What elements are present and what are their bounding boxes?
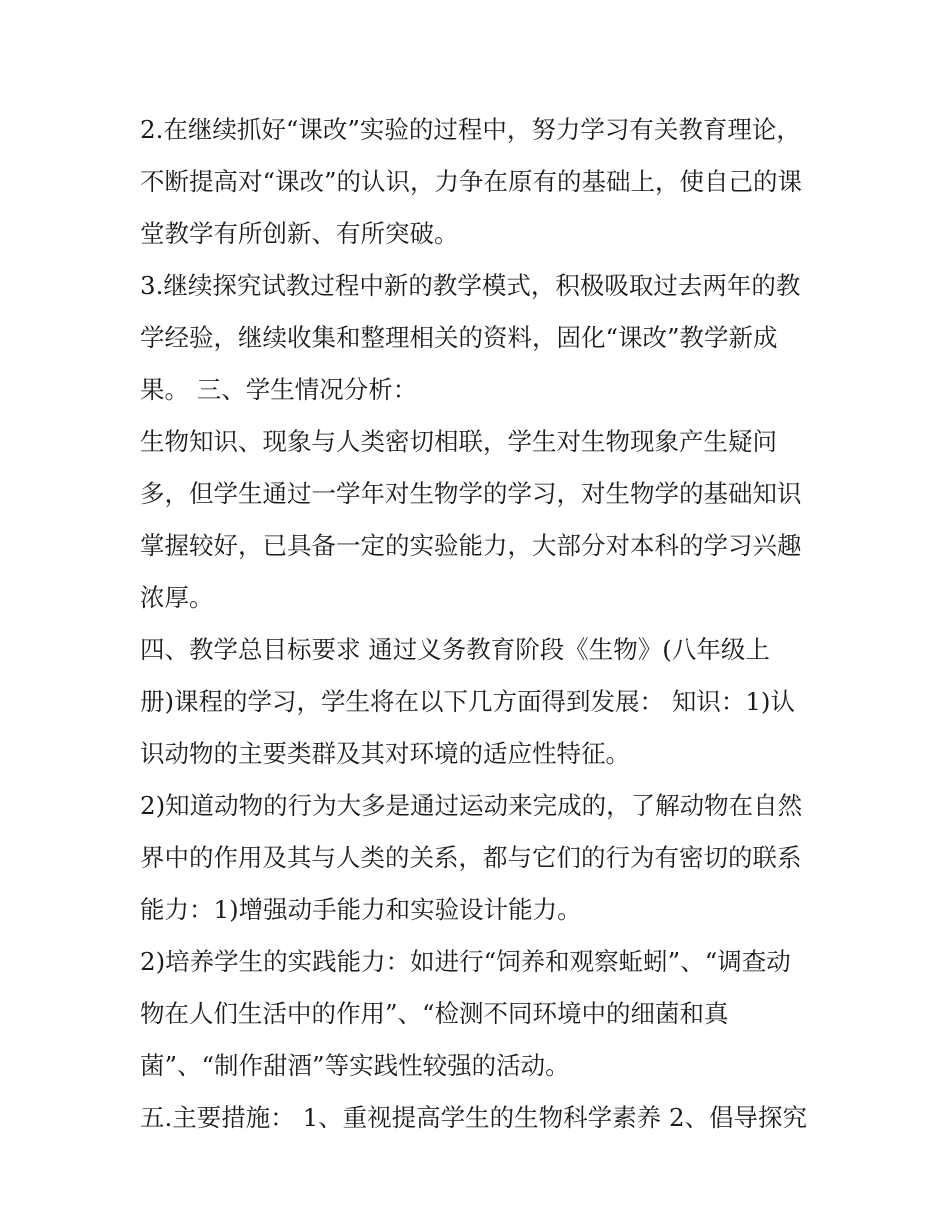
text-line: 生物知识、现象与人类密切相联，学生对生物现象产生疑问 — [140, 427, 777, 456]
text-line: 物在人们生活中的作用”、“检测不同环境中的细菌和真 — [140, 999, 729, 1028]
text-line: 学经验，继续收集和整理相关的资料，固化“课改”教学新成 — [140, 323, 778, 352]
text-line: 识动物的主要类群及其对环境的适应性特征。 — [140, 739, 630, 768]
text-line: 四、教学总目标要求 通过义务教育阶段《生物》(八年级上 — [140, 635, 770, 664]
text-line: 界中的作用及其与人类的关系，都与它们的行为有密切的联系 — [140, 843, 802, 872]
text-line: 2.在继续抓好“课改”实验的过程中，努力学习有关教育理论， — [140, 115, 801, 144]
text-line: 掌握较好，已具备一定的实验能力，大部分对本科的学习兴趣 — [140, 531, 802, 560]
text-line: 多，但学生通过一学年对生物学的学习，对生物学的基础知识 — [140, 479, 802, 508]
text-line: 2)培养学生的实践能力：如进行“饲养和观察蚯蚓”、“调查动 — [140, 947, 791, 976]
text-line: 堂教学有所创新、有所突破。 — [140, 219, 459, 248]
text-line: 3.继续探究试教过程中新的教学模式，积极吸取过去两年的教 — [140, 271, 801, 300]
text-line: 菌”、“制作甜酒”等实践性较强的活动。 — [140, 1051, 570, 1080]
text-line: 2)知道动物的行为大多是通过运动来完成的，了解动物在自然 — [140, 791, 803, 820]
text-line: 果。 三、学生情况分析： — [140, 375, 418, 404]
text-line: 五.主要措施： 1、重视提高学生的生物科学素养 2、倡导探究 — [140, 1103, 808, 1132]
text-line: 不断提高对“课改”的认识，力争在原有的基础上，使自己的课 — [140, 167, 803, 196]
text-line: 册)课程的学习，学生将在以下几方面得到发展： 知识：1)认 — [140, 687, 795, 716]
text-line: 能力：1)增强动手能力和实验设计能力。 — [140, 895, 582, 924]
text-line: 浓厚。 — [140, 583, 214, 612]
